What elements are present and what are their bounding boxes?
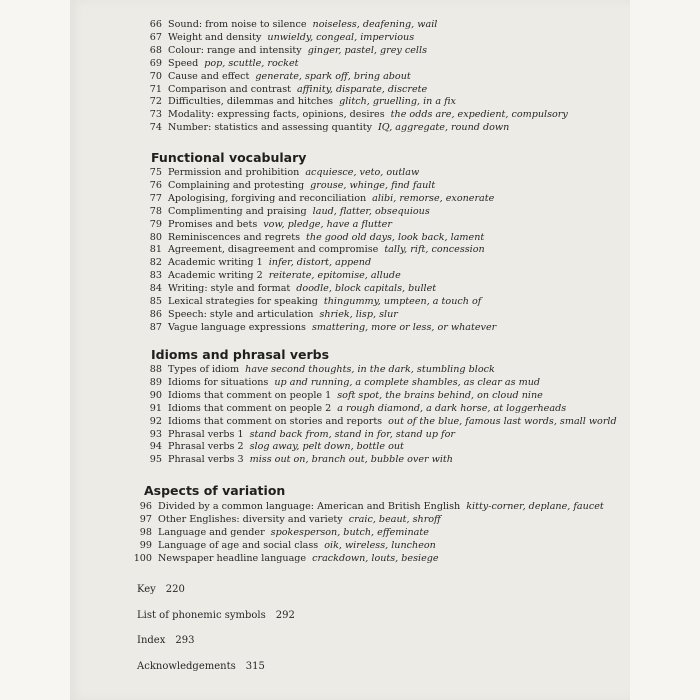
unit-examples: noiseless, deafening, wail xyxy=(312,19,438,30)
unit-number: 90 xyxy=(149,389,162,401)
unit-examples: stand back from, stand in for, stand up for xyxy=(249,428,455,440)
contents-entry xyxy=(138,70,411,83)
unit-examples: IQ, aggregate, round down xyxy=(378,122,510,134)
contents-entry xyxy=(128,513,441,526)
unit-title: Newspaper headline language xyxy=(158,552,307,564)
unit-number: 76 xyxy=(149,179,162,191)
unit-number: 82 xyxy=(149,257,162,269)
contents-entry xyxy=(128,526,429,539)
unit-examples: spokesperson, butch, effeminate xyxy=(270,526,429,538)
back-matter-page: 293 xyxy=(175,635,195,646)
unit-title: Complaining and protesting xyxy=(168,179,305,191)
contents-entry xyxy=(128,552,439,565)
unit-title: Vague language expressions xyxy=(168,321,306,333)
unit-examples: tally, rift, concession xyxy=(384,244,485,256)
contents-entry xyxy=(138,282,436,295)
unit-title: Sound: from noise to silence xyxy=(168,19,307,30)
contents-entry xyxy=(138,31,414,44)
unit-title: Agreement, disagreement and compromise xyxy=(168,244,379,256)
contents-entry xyxy=(128,500,604,513)
contents-entry xyxy=(128,539,436,552)
unit-title: Divided by a common language: American and British English xyxy=(158,501,461,512)
unit-number: 70 xyxy=(149,70,162,82)
contents-entry xyxy=(138,121,509,134)
contents-entry xyxy=(138,218,392,231)
unit-title: Phrasal verbs 2 xyxy=(168,441,244,453)
unit-number: 67 xyxy=(149,31,162,43)
unit-title: Language of age and social class xyxy=(158,539,319,551)
unit-examples: a rough diamond, a dark horse, at loggerheads xyxy=(337,402,567,414)
contents-page xyxy=(70,0,630,700)
unit-examples: ginger, pastel, grey cells xyxy=(307,44,427,56)
section-title-aspects-of-variation: Aspects of variation xyxy=(144,483,286,498)
back-matter-label: Key xyxy=(137,584,156,595)
back-matter-page: 315 xyxy=(245,661,265,672)
back-matter-label: List of phonemic symbols xyxy=(137,610,266,621)
unit-title: Phrasal verbs 3 xyxy=(168,454,244,466)
contents-entry xyxy=(138,453,453,466)
unit-number: 84 xyxy=(149,283,162,295)
unit-title: Comparison and contrast xyxy=(168,83,292,95)
unit-number: 73 xyxy=(149,109,162,121)
unit-title: Complimenting and praising xyxy=(168,205,307,217)
unit-title: Reminiscences and regrets xyxy=(168,231,301,243)
back-matter-page: 292 xyxy=(275,610,295,621)
back-matter-index xyxy=(137,635,194,646)
unit-title: Permission and prohibition xyxy=(168,167,300,178)
unit-title: Colour: range and intensity xyxy=(168,44,302,56)
contents-entry xyxy=(138,376,540,389)
unit-number: 99 xyxy=(139,539,152,551)
unit-examples: craic, beaut, shroff xyxy=(348,513,441,525)
unit-title: Idioms that comment on people 2 xyxy=(168,402,332,414)
contents-entry xyxy=(138,44,427,57)
unit-examples: glitch, gruelling, in a fix xyxy=(339,96,456,108)
contents-entry xyxy=(138,256,371,269)
unit-number: 86 xyxy=(149,308,162,320)
contents-entry xyxy=(138,166,419,179)
unit-examples: the good old days, look back, lament xyxy=(306,231,485,243)
contents-entry xyxy=(138,402,566,415)
unit-title: Difficulties, dilemmas and hitches xyxy=(168,96,334,108)
unit-title: Language and gender xyxy=(158,526,265,538)
unit-number: 71 xyxy=(149,83,162,95)
unit-examples: infer, distort, append xyxy=(268,257,372,269)
unit-examples: miss out on, branch out, bubble over with xyxy=(249,454,453,466)
unit-title: Idioms for situations xyxy=(168,376,269,388)
unit-number: 96 xyxy=(139,501,152,512)
unit-number: 100 xyxy=(133,552,152,564)
unit-title: Cause and effect xyxy=(168,70,250,82)
unit-title: Idioms that comment on people 1 xyxy=(168,389,332,401)
section-title-functional-vocabulary: Functional vocabulary xyxy=(151,150,307,165)
unit-number: 81 xyxy=(149,244,162,256)
unit-examples: laud, flatter, obsequious xyxy=(312,205,430,217)
unit-examples: soft spot, the brains behind, on cloud nine xyxy=(337,389,543,401)
unit-examples: unwieldy, congeal, impervious xyxy=(267,31,415,43)
contents-entry xyxy=(138,95,456,108)
contents-entry xyxy=(138,205,430,218)
unit-title: Types of idiom xyxy=(168,364,240,375)
unit-title: Promises and bets xyxy=(168,218,258,230)
unit-number: 74 xyxy=(149,122,162,134)
unit-number: 87 xyxy=(149,321,162,333)
back-matter-key xyxy=(137,584,185,595)
contents-entry xyxy=(138,389,543,402)
contents-entry xyxy=(138,321,496,334)
contents-entry xyxy=(138,308,398,321)
unit-examples: reiterate, epitomise, allude xyxy=(268,270,401,282)
back-matter-acknowledgements xyxy=(137,661,265,672)
unit-number: 92 xyxy=(149,415,162,427)
contents-entry xyxy=(138,415,617,428)
unit-examples: vow, pledge, have a flutter xyxy=(263,218,392,230)
unit-number: 95 xyxy=(149,454,162,466)
contents-entry xyxy=(138,243,485,256)
unit-number: 66 xyxy=(149,19,162,30)
unit-title: Speech: style and articulation xyxy=(168,308,314,320)
unit-examples: crackdown, louts, besiege xyxy=(312,552,439,564)
back-matter-label: Index xyxy=(137,635,166,646)
unit-examples: kitty-corner, deplane, faucet xyxy=(466,501,604,512)
unit-examples: generate, spark off, bring about xyxy=(255,70,411,82)
section-title-idioms-and-phrasal-verbs: Idioms and phrasal verbs xyxy=(151,347,330,362)
unit-examples: alibi, remorse, exonerate xyxy=(372,192,495,204)
unit-examples: affinity, disparate, discrete xyxy=(297,83,428,95)
unit-title: Number: statistics and assessing quantity xyxy=(168,122,373,134)
back-matter-phonemic-symbols xyxy=(137,610,295,621)
unit-examples: up and running, a complete shambles, as clear as mud xyxy=(274,376,541,388)
unit-number: 97 xyxy=(139,513,152,525)
unit-examples: smattering, more or less, or whatever xyxy=(311,321,497,333)
contents-entry xyxy=(138,440,404,453)
unit-title: Idioms that comment on stories and reports xyxy=(168,415,383,427)
unit-number: 85 xyxy=(149,296,162,307)
unit-number: 98 xyxy=(139,526,152,538)
unit-title: Academic writing 1 xyxy=(168,257,263,269)
unit-title: Speed xyxy=(168,57,199,69)
contents-entry xyxy=(138,192,494,205)
unit-number: 91 xyxy=(149,402,162,414)
unit-examples: the odds are, expedient, compulsory xyxy=(390,109,568,121)
unit-examples: slog away, pelt down, bottle out xyxy=(249,441,404,453)
unit-number: 89 xyxy=(149,376,162,388)
unit-number: 88 xyxy=(149,364,162,375)
unit-examples: acquiesce, veto, outlaw xyxy=(305,167,420,178)
left-margin xyxy=(0,0,70,700)
unit-number: 93 xyxy=(149,428,162,440)
contents-entry xyxy=(138,179,435,192)
unit-examples: grouse, whinge, find fault xyxy=(310,179,436,191)
unit-number: 72 xyxy=(149,96,162,108)
unit-title: Lexical strategies for speaking xyxy=(168,296,318,307)
unit-title: Apologising, forgiving and reconciliation xyxy=(168,192,367,204)
unit-title: Modality: expressing facts, opinions, desires xyxy=(168,109,385,121)
contents-entry xyxy=(138,363,495,376)
unit-number: 77 xyxy=(149,192,162,204)
back-matter-page: 220 xyxy=(165,584,185,595)
unit-number: 94 xyxy=(149,441,162,453)
contents-entry xyxy=(138,269,401,282)
unit-title: Weight and density xyxy=(168,31,262,43)
unit-title: Phrasal verbs 1 xyxy=(168,428,244,440)
unit-examples: shriek, lisp, slur xyxy=(319,308,398,320)
unit-number: 78 xyxy=(149,205,162,217)
contents-entry xyxy=(138,295,481,308)
right-margin xyxy=(630,0,700,700)
contents-entry xyxy=(138,57,299,70)
unit-examples: oik, wireless, luncheon xyxy=(324,539,436,551)
unit-examples: out of the blue, famous last words, small world xyxy=(388,415,617,427)
unit-number: 79 xyxy=(149,218,162,230)
unit-title: Academic writing 2 xyxy=(168,270,263,282)
unit-number: 83 xyxy=(149,270,162,282)
unit-number: 75 xyxy=(149,167,162,178)
contents-entry xyxy=(138,83,427,96)
contents-entry xyxy=(138,108,568,121)
unit-number: 69 xyxy=(149,57,162,69)
unit-examples: have second thoughts, in the dark, stumbling block xyxy=(245,364,495,375)
contents-entry xyxy=(138,428,455,441)
unit-title: Writing: style and format xyxy=(168,283,291,295)
unit-number: 80 xyxy=(149,231,162,243)
contents-entry xyxy=(138,18,437,31)
unit-examples: pop, scuttle, rocket xyxy=(204,57,299,69)
unit-number: 68 xyxy=(149,44,162,56)
unit-title: Other Englishes: diversity and variety xyxy=(158,513,343,525)
unit-examples: doodle, block capitals, bullet xyxy=(296,283,437,295)
contents-entry xyxy=(138,231,484,244)
back-matter-label: Acknowledgements xyxy=(137,661,236,672)
unit-examples: thingummy, umpteen, a touch of xyxy=(323,296,482,307)
